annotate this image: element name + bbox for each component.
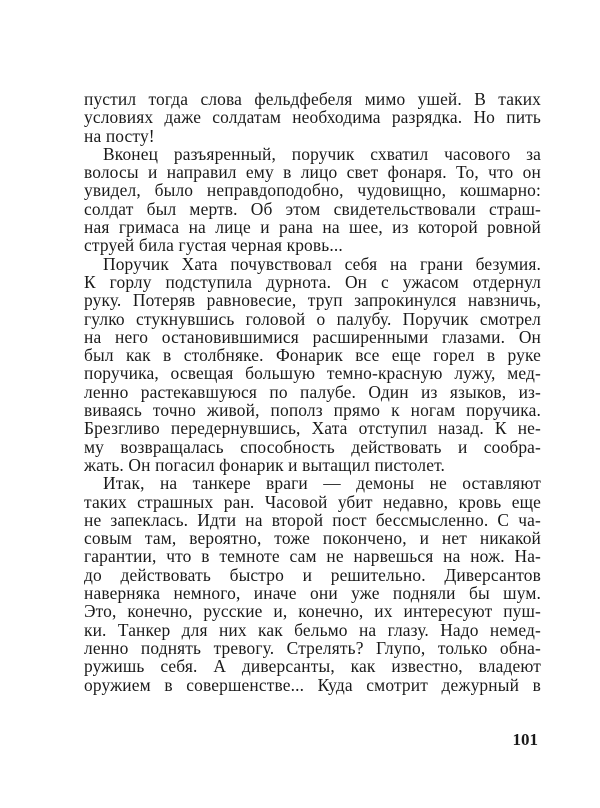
text-line: ружишь себя. А диверсанты, как известно, владеют [84, 656, 541, 677]
text-line: увидел, было неправдоподобно, чудовищно, кошмарно: [84, 180, 541, 201]
text-line: ленно растекавшуюся по палубе. Один из языков, из- [84, 381, 541, 402]
text-line: гарантии, что в темноте сам не нарвешься на нож. На- [84, 546, 541, 567]
text-line: пустил тогда слова фельдфебеля мимо ушей. В таких [84, 89, 541, 109]
text-line: не запеклась. Идти на второй пост бессмысленно. С ча- [84, 509, 541, 530]
text-line: оружием в совершенстве... Куда смотрит дежурный в [84, 674, 541, 695]
text-line: был как в столбняке. Фонарик все еще горел в руке [84, 345, 541, 366]
text-line: гулко стукнувшись головой о палубу. Поручик смотрел [84, 308, 541, 329]
text-line: К горлу подступила дурнота. Он с ужасом отдернул [84, 271, 541, 292]
text-line: руку. Потеряв равновесие, труп запрокинулся навзничь, [84, 290, 541, 311]
text-line: солдат был мертв. Об этом свидетельствовали страш- [84, 198, 541, 219]
text-line: Вконец разъяренный, поручик схватил часового за [103, 143, 541, 164]
page-number: 101 [512, 730, 538, 749]
text-line: виваясь точно живой, пополз прямо к ногам поручика. [84, 400, 541, 421]
text-line: на посту! [84, 125, 155, 146]
text-line: на него остановившимися расширенными глазами. Он [84, 326, 541, 347]
text-line: ленно поднять тревогу. Стрелять? Глупо, только обна- [84, 637, 541, 658]
text-line: Брезгливо передернувшись, Хата отступил назад. К не- [84, 418, 541, 439]
text-line: Поручик Хата почувствовал себя на грани безумия. [103, 253, 541, 274]
text-line: ки. Танкер для них как бельмо на глазу. Надо немед- [84, 619, 541, 640]
text-line: условиях даже солдатам необходима разрядка. Но пить [84, 107, 541, 128]
text-line: совым там, вероятно, тоже покончено, и нет никакой [84, 528, 541, 549]
text-line: струей била густая черная кровь... [84, 235, 343, 256]
text-line: до действовать быстро и решительно. Диверсантов [84, 564, 541, 585]
text-line: наверняка немного, иначе они уже подняли бы шум. [84, 583, 541, 604]
text-line: таких страшных ран. Часовой убит недавно, кровь еще [84, 491, 541, 512]
page-body-text [84, 90, 541, 694]
text-line: жать. Он погасил фонарик и вытащил пистолет. [84, 454, 446, 475]
text-line: Итак, на танкере враги — демоны не оставляют [103, 473, 541, 494]
text-line: поручика, освещая большую темно-красную лужу, мед- [84, 363, 541, 384]
text-line: волосы и направил ему в лицо свет фонаря. То, что он [84, 162, 541, 183]
text-line: Это, конечно, русские и, конечно, их интересуют пуш- [84, 601, 541, 622]
text-line: му возвращалась способность действовать и сообра- [84, 436, 541, 457]
text-line: ная гримаса на лице и рана на шее, из которой ровной [84, 217, 541, 238]
